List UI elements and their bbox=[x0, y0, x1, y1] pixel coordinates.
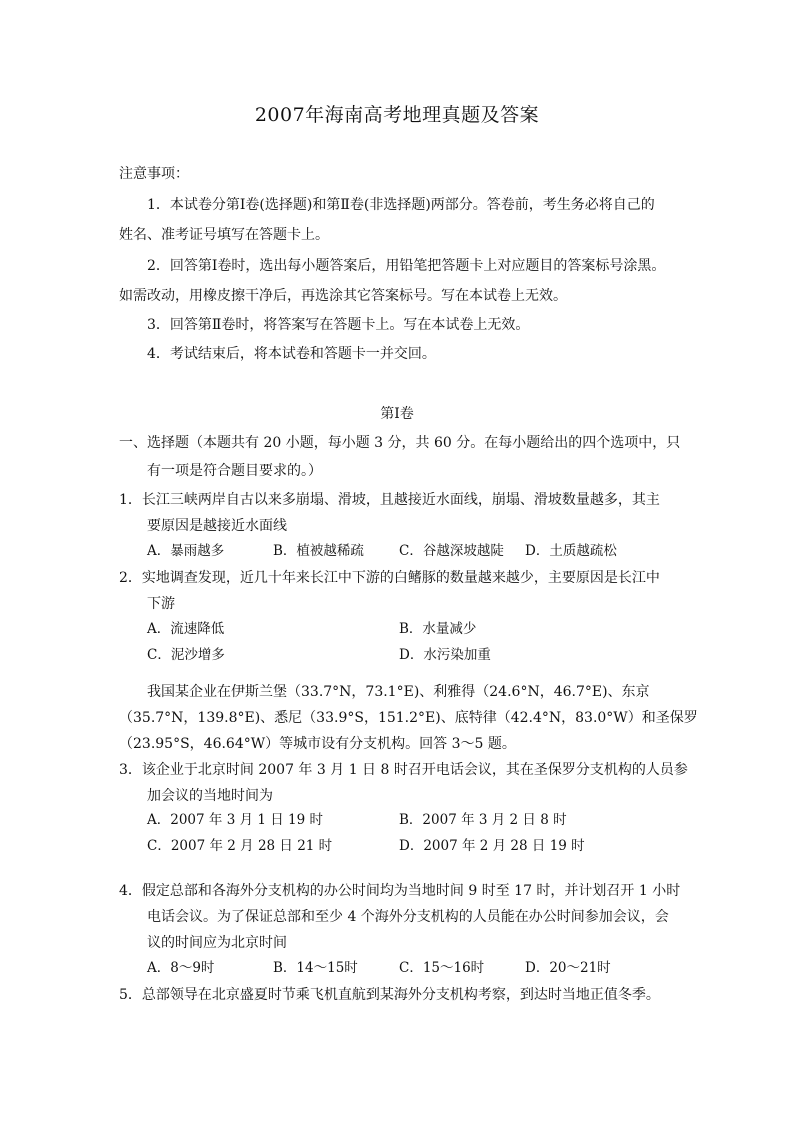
q4-option-b: B．14～15时 bbox=[273, 960, 358, 976]
q1-option-a: A．暴雨越多 bbox=[147, 543, 225, 559]
notice-line: 4．考试结束后，将本试卷和答题卡一并交回。 bbox=[147, 346, 436, 362]
q2-option-a: A．流速降低 bbox=[147, 621, 225, 637]
q2-option-d: D．水污染加重 bbox=[399, 647, 491, 663]
question-2-stem: 下游 bbox=[147, 596, 175, 612]
passage-text: （23.95°S，46.64°W）等城市设有分支机构。回答 3～5 题。 bbox=[119, 736, 516, 752]
q1-option-b: B．植被越稀疏 bbox=[273, 543, 364, 559]
question-5-stem: 5．总部领导在北京盛夏时节乘飞机直航到某海外分支机构考察，到达时当地正值冬季。 bbox=[119, 987, 660, 1003]
question-1-stem: 1．长江三峡两岸自古以来多崩塌、滑坡，且越接近水面线，崩塌、滑坡数量越多，其主 bbox=[119, 492, 660, 508]
part-instructions: 一、选择题（本题共有 20 小题，每小题 3 分，共 60 分。在每小题给出的四个选项中，只 bbox=[119, 435, 681, 451]
question-2-stem: 2．实地调查发现，近几十年来长江中下游的白鳍豚的数量越来越少，主要原因是长江中 bbox=[119, 570, 660, 586]
question-3-stem: 3．该企业于北京时间 2007 年 3 月 1 日 8 时召开电话会议，其在圣保罗分支机构的人员参 bbox=[119, 762, 688, 778]
q3-option-b: B．2007 年 3 月 2 日 8 时 bbox=[399, 812, 567, 828]
page-title: 2007年海南高考地理真题及答案 bbox=[254, 104, 540, 126]
question-4-stem: 4．假定总部和各海外分支机构的办公时间均为当地时间 9 时至 17 时，并计划召开 1 小时 bbox=[119, 883, 681, 899]
q4-option-d: D．20～21时 bbox=[525, 960, 611, 976]
notice-line: 姓名、准考证号填写在答题卡上。 bbox=[119, 227, 329, 243]
q1-option-d: D．土质越疏松 bbox=[525, 543, 617, 559]
q3-option-d: D．2007 年 2 月 28 日 19 时 bbox=[399, 838, 585, 854]
part-instructions: 有一项是符合题目要求的。） bbox=[147, 463, 322, 479]
notice-line: 1．本试卷分第Ⅰ卷(选择题)和第Ⅱ卷(非选择题)两部分。答卷前，考生务必将自己的 bbox=[147, 197, 655, 213]
notice-line: 2．回答第Ⅰ卷时，选出每小题答案后，用铅笔把答题卡上对应题目的答案标号涂黑。 bbox=[147, 258, 666, 274]
q4-option-c: C．15～16时 bbox=[399, 960, 485, 976]
question-3-stem: 加会议的当地时间为 bbox=[147, 788, 273, 804]
q2-option-b: B．水量减少 bbox=[399, 621, 477, 637]
q3-option-c: C．2007 年 2 月 28 日 21 时 bbox=[147, 838, 333, 854]
notice-line: 3．回答第Ⅱ卷时，将答案写在答题卡上。写在本试卷上无效。 bbox=[147, 317, 530, 333]
section-title: 第Ⅰ卷 bbox=[380, 406, 414, 422]
question-4-stem: 电话会议。为了保证总部和至少 4 个海外分支机构的人员能在办公时间参加会议，会 bbox=[147, 909, 669, 925]
question-1-stem: 要原因是越接近水面线 bbox=[147, 518, 287, 534]
q2-option-c: C．泥沙增多 bbox=[147, 647, 225, 663]
passage-text: （35.7°N，139.8°E)、悉尼（33.9°S，151.2°E)、底特律（42.4°N，83.0°W）和圣保罗 bbox=[119, 710, 698, 726]
notice-heading: 注意事项： bbox=[119, 166, 189, 182]
q3-option-a: A．2007 年 3 月 1 日 19 时 bbox=[147, 812, 324, 828]
question-4-stem: 议的时间应为北京时间 bbox=[147, 935, 287, 951]
notice-line: 如需改动，用橡皮擦干净后，再选涂其它答案标号。写在本试卷上无效。 bbox=[119, 288, 567, 304]
q4-option-a: A．8～9时 bbox=[147, 960, 215, 976]
passage-text: 我国某企业在伊斯兰堡（33.7°N，73.1°E)、利雅得（24.6°N，46.7°E)、东京 bbox=[147, 684, 650, 700]
q1-option-c: C．谷越深坡越陡 bbox=[399, 543, 504, 559]
